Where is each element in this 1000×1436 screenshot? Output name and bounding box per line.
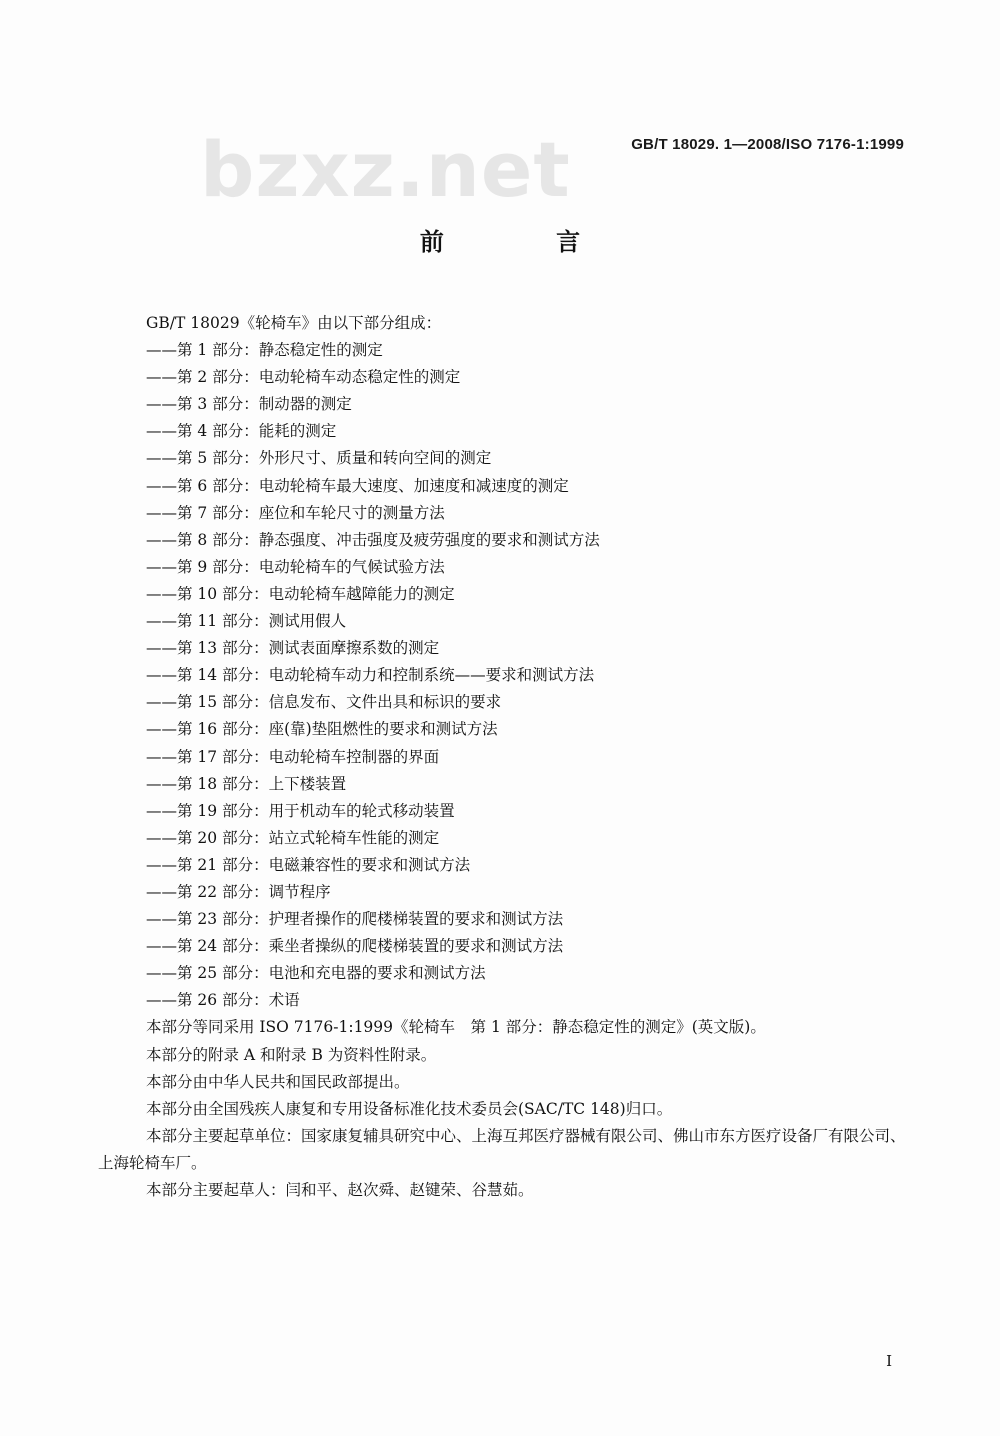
page-number: I <box>886 1352 892 1370</box>
adoption-paragraph: 本部分等同采用 ISO 7176-1:1999《轮椅车 第 1 部分：静态稳定性的测定》(英文版)。 <box>146 1018 766 1037</box>
part-item: ——第 10 部分：电动轮椅车越障能力的测定 <box>146 584 455 603</box>
drafting-units-paragraph: 本部分主要起草单位：国家康复辅具研究中心、上海互邦医疗器械有限公司、佛山市东方医疗设备厂有限公司、上海轮椅车厂。 <box>98 1126 906 1172</box>
annex-paragraph: 本部分的附录 A 和附录 B 为资料性附录。 <box>146 1045 437 1064</box>
part-item: ——第 2 部分：电动轮椅车动态稳定性的测定 <box>146 368 461 387</box>
part-item: ——第 23 部分：护理者操作的爬楼梯装置的要求和测试方法 <box>146 910 564 929</box>
standard-code: GB/T 18029. 1—2008/ISO 7176-1:1999 <box>631 136 904 153</box>
parts-list <box>98 337 908 1014</box>
part-item: ——第 21 部分：电磁兼容性的要求和测试方法 <box>146 855 471 874</box>
part-item: ——第 26 部分：术语 <box>146 991 300 1010</box>
page-title: 前 言 <box>419 228 633 256</box>
part-item: ——第 25 部分：电池和充电器的要求和测试方法 <box>146 964 486 983</box>
part-item: ——第 7 部分：座位和车轮尺寸的测量方法 <box>146 503 445 522</box>
part-item: ——第 8 部分：静态强度、冲击强度及疲劳强度的要求和测试方法 <box>146 530 600 549</box>
part-item: ——第 22 部分：调节程序 <box>146 882 331 901</box>
intro-line: GB/T 18029《轮椅车》由以下部分组成： <box>146 314 442 332</box>
part-item: ——第 24 部分：乘坐者操纵的爬楼梯装置的要求和测试方法 <box>146 937 564 956</box>
watermark-text: bzxz.net <box>200 125 571 214</box>
part-item: ——第 13 部分：测试表面摩擦系数的测定 <box>146 639 440 658</box>
part-item: ——第 4 部分：能耗的测定 <box>146 422 337 441</box>
part-item: ——第 20 部分：站立式轮椅车性能的测定 <box>146 828 440 847</box>
foreword-content <box>98 310 908 1204</box>
proposed-by-paragraph: 本部分由中华人民共和国民政部提出。 <box>146 1072 410 1091</box>
part-item: ——第 18 部分：上下楼装置 <box>146 774 347 793</box>
part-item: ——第 19 部分：用于机动车的轮式移动装置 <box>146 801 455 820</box>
part-item: ——第 3 部分：制动器的测定 <box>146 395 352 414</box>
part-item: ——第 17 部分：电动轮椅车控制器的界面 <box>146 747 440 766</box>
part-item: ——第 16 部分：座(靠)垫阻燃性的要求和测试方法 <box>146 720 498 739</box>
part-item: ——第 5 部分：外形尺寸、质量和转向空间的测定 <box>146 449 492 468</box>
part-item: ——第 14 部分：电动轮椅车动力和控制系统——要求和测试方法 <box>146 666 595 685</box>
part-item: ——第 15 部分：信息发布、文件出具和标识的要求 <box>146 693 502 712</box>
drafters-paragraph: 本部分主要起草人：闫和平、赵次舜、赵键荣、谷慧茹。 <box>146 1181 534 1199</box>
part-item: ——第 1 部分：静态稳定性的测定 <box>146 341 383 360</box>
part-item: ——第 9 部分：电动轮椅车的气候试验方法 <box>146 557 445 576</box>
part-item: ——第 6 部分：电动轮椅车最大速度、加速度和减速度的测定 <box>146 476 569 495</box>
part-item: ——第 11 部分：测试用假人 <box>146 612 347 631</box>
centralized-by-paragraph: 本部分由全国残疾人康复和专用设备标准化技术委员会(SAC/TC 148)归口。 <box>146 1099 673 1118</box>
